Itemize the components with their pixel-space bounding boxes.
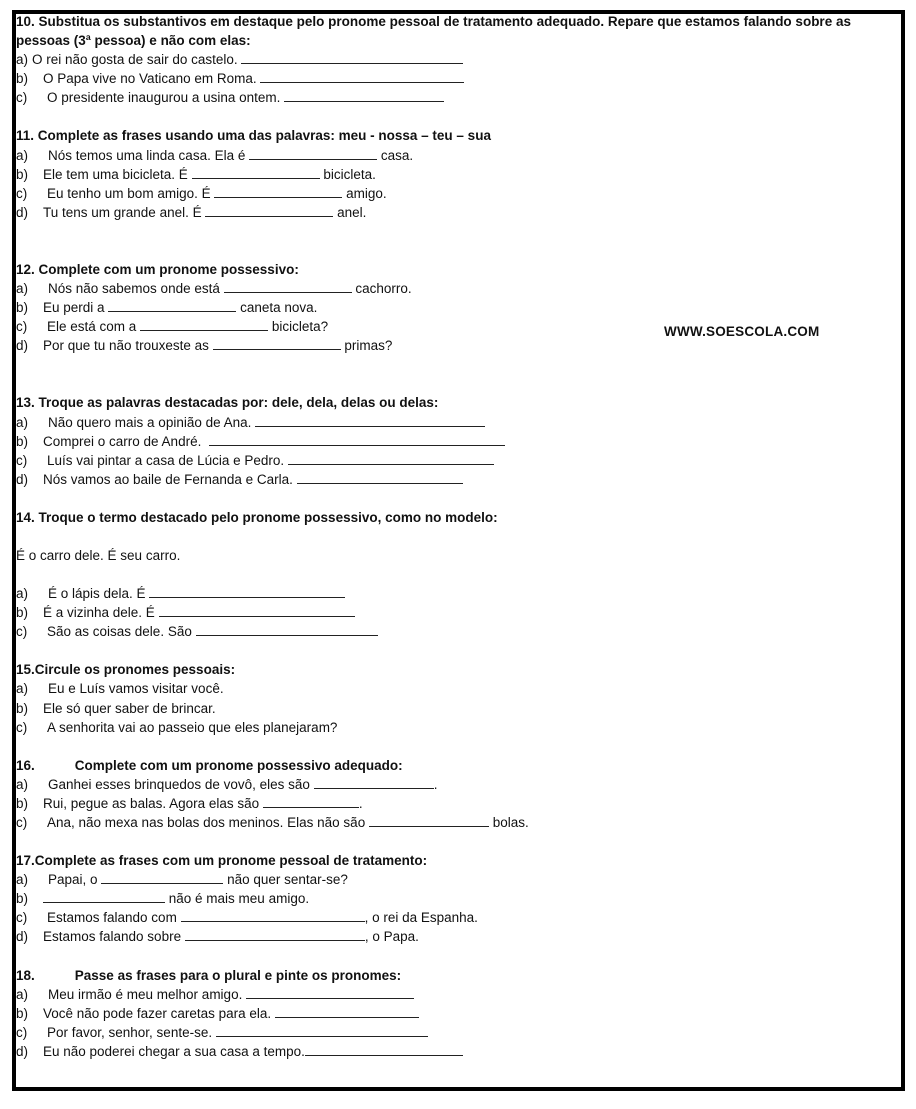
list-item: c) O presidente inaugurou a usina ontem. [16,88,856,107]
list-item: b) Comprei o carro de André. [16,432,856,451]
list-item: a) Papai, o não quer sentar-se? [16,872,348,888]
list-item: c) Por favor, senhor, sente-se. [16,1023,856,1042]
question-14 [16,508,856,641]
question-17-title: 17.Complete as frases com um pronome pessoal de tratamento: [16,853,428,869]
answer-blank[interactable] [192,165,320,179]
list-item: a) O rei não gosta de sair do castelo. [16,50,856,69]
list-item: a) Nós não sabemos onde está cachorro. [16,281,412,297]
list-item: b) Rui, pegue as balas. Agora elas são . [16,795,363,811]
list-item: c) São as coisas dele. São [16,622,856,641]
question-16-title: 16. Complete com um pronome possessivo adequado: [16,757,403,773]
list-item: c) Ele está com a bicicleta? [16,319,329,335]
question-11 [16,126,856,221]
answer-blank[interactable] [305,1042,463,1056]
list-item: a) Não quero mais a opinião de Ana. [16,413,856,432]
question-11-title: 11. Complete as frases usando uma das palavras: meu - nossa – teu – sua [16,128,491,144]
list-item: d) Tu tens um grande anel. É anel. [16,204,367,220]
answer-blank[interactable] [288,451,494,465]
list-item: b) Eu perdi a caneta nova. [16,300,318,316]
answer-blank[interactable] [196,622,378,636]
answer-blank[interactable] [108,298,236,312]
list-item: b) Você não pode fazer caretas para ela. [16,1004,856,1023]
list-item: c) Estamos falando com , o rei da Espanha. [16,910,478,926]
answer-blank[interactable] [255,413,485,427]
answer-blank[interactable] [314,775,434,789]
worksheet-content [16,12,856,1061]
list-item: b) Ele tem uma bicicleta. É bicicleta. [16,166,376,182]
list-item: d) Estamos falando sobre , o Papa. [16,929,419,945]
answer-blank[interactable] [216,1023,428,1037]
answer-blank[interactable] [263,794,359,808]
question-10-title: 10. Substitua os substantivos em destaque pelo pronome pessoal de tratamento adequado. Repare que estamos falando sobre as pessoas (3ª pessoa) e não com elas: [16,14,851,49]
question-16 [16,756,856,832]
list-item: c) A senhorita vai ao passeio que eles planejaram? [16,719,338,735]
answer-blank[interactable] [241,50,463,64]
list-item: c) Ana, não mexa nas bolas dos meninos. Elas não são bolas. [16,815,529,830]
answer-blank[interactable] [181,908,365,922]
list-item: a) Eu e Luís vamos visitar você. [16,681,224,697]
model-example: É o carro dele. É seu carro. [16,547,181,563]
list-item: b) Ele só quer saber de brincar. [16,700,216,716]
answer-blank[interactable] [214,184,342,198]
list-item: b) não é mais meu amigo. [16,891,310,907]
question-10 [16,12,856,107]
list-item: c) Eu tenho um bom amigo. É amigo. [16,185,387,201]
answer-blank[interactable] [249,146,377,160]
list-item: d) Nós vamos ao baile de Fernanda e Carla. [16,470,856,489]
question-15-title: 15.Circule os pronomes pessoais: [16,662,236,678]
answer-blank[interactable] [224,279,352,293]
list-item: a) Ganhei esses brinquedos de vovô, eles são . [16,776,438,792]
question-18 [16,966,856,1061]
list-item: b) O Papa vive no Vaticano em Roma. [16,69,856,88]
answer-blank[interactable] [297,470,463,484]
answer-blank[interactable] [275,1004,419,1018]
answer-blank[interactable] [149,584,345,598]
question-17 [16,851,856,946]
question-14-title: 14. Troque o termo destacado pelo pronome possessivo, como no modelo: [16,509,498,525]
answer-blank[interactable] [205,203,333,217]
answer-blank[interactable] [213,336,341,350]
list-item: b) É a vizinha dele. É [16,603,856,622]
list-item: d) Por que tu não trouxeste as primas? [16,338,393,354]
list-item: c) Luís vai pintar a casa de Lúcia e Pedro. [16,451,856,470]
list-item: d) Eu não poderei chegar a sua casa a tempo. [16,1042,856,1061]
question-12-title: 12. Complete com um pronome possessivo: [16,261,299,277]
answer-blank[interactable] [260,69,464,83]
answer-blank[interactable] [101,870,223,884]
answer-blank[interactable] [284,88,444,102]
answer-blank[interactable] [209,432,505,446]
watermark: WWW.SOESCOLA.COM [664,324,820,339]
list-item: a) É o lápis dela. É [16,584,856,603]
list-item: a) Meu irmão é meu melhor amigo. [16,985,856,1004]
list-item: a) Nós temos uma linda casa. Ela é casa. [16,147,414,163]
answer-blank[interactable] [159,603,355,617]
question-13-title: 13. Troque as palavras destacadas por: dele, dela, delas ou delas: [16,395,439,411]
answer-blank[interactable] [246,985,414,999]
question-15 [16,660,856,736]
question-18-title: 18. Passe as frases para o plural e pinte os pronomes: [16,967,402,983]
question-12 [16,260,856,355]
answer-blank[interactable] [43,889,165,903]
answer-blank[interactable] [185,927,365,941]
question-13 [16,393,856,488]
answer-blank[interactable] [369,813,489,827]
answer-blank[interactable] [140,317,268,331]
